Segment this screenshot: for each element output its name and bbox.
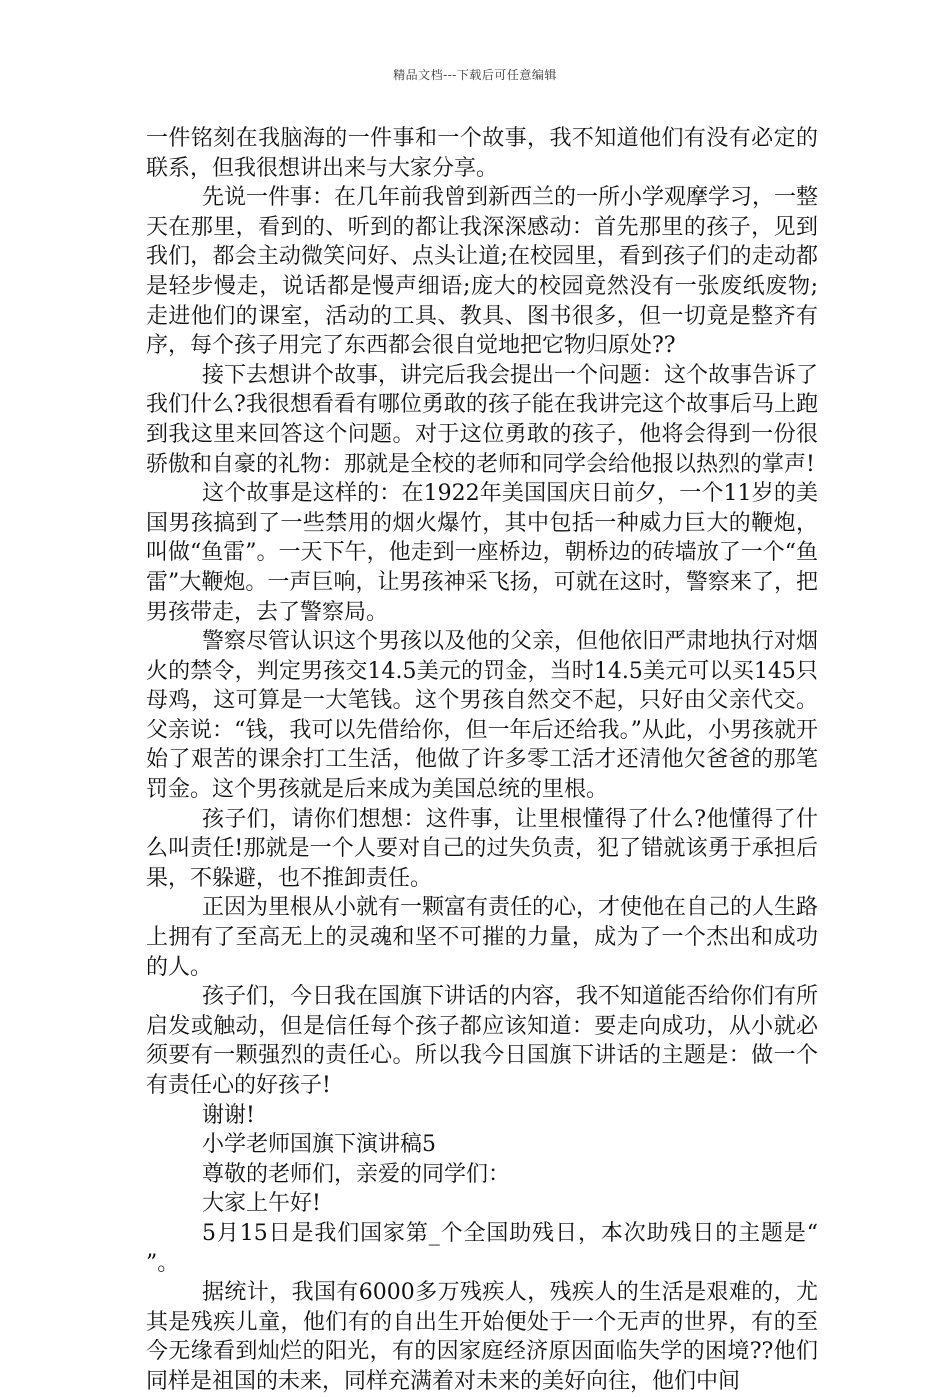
paragraph: 孩子们，今日我在国旗下讲话的内容，我不知道能否给你们有所启发或触动，但是信任每个孩子都应该知道：要走向成功，从小就必须要有一颗强烈的责任心。所以我今日国旗下讲话的主题是：做一个有责任心的好孩子! [146, 984, 819, 1098]
paragraph: 一件铭刻在我脑海的一件事和一个故事，我不知道他们有没有必定的联系，但我很想讲出来与大家分享。 [146, 126, 818, 181]
paragraph: 接下去想讲个故事，讲完后我会提出一个问题：这个故事告诉了我们什么?我很想看看有哪位勇敢的孩子能在我讲完这个故事后马上跑到我这里来回答这个问题。对于这位勇敢的孩子，他将会得到一份很骄傲和自豪的礼物：那就是全校的老师和同学会给他报以热烈的掌声! [146, 362, 819, 477]
paragraph: 正因为里根从小就有一颗富有责任的心，才使他在自己的人生路上拥有了至高无上的灵魂和坚不可摧的力量，成为了一个杰出和成功的人。 [146, 895, 819, 980]
paragraph: 大家上午好! [202, 1191, 321, 1217]
paragraph: 孩子们，请你们想想：这件事，让里根懂得了什么?他懂得了什么叫责任!那就是一个人要对自己的过失负责，犯了错就该勇于承担后果，不躲避，也不推卸责任。 [146, 806, 818, 891]
paragraph: 这个故事是这样的：在1922年美国国庆日前夕，一个11岁的美国男孩搞到了一些禁用的烟火爆竹，其中包括一种威力巨大的鞭炮，叫做“鱼雷”。一天下午，他走到一座桥边，朝桥边的砖墙放了一个“鱼雷”大鞭炮。一声巨响，让男孩神采飞扬，可就在这时，警察来了，把男孩带走，去了警察局。 [146, 481, 818, 625]
paragraph: 谢谢! [202, 1102, 255, 1128]
paragraph: 尊敬的老师们，亲爱的同学们： [202, 1161, 511, 1187]
paragraph: 警察尽管认识这个男孩以及他的父亲，但他依旧严肃地执行对烟火的禁令，判定男孩交14.5美元的罚金，当时14.5美元可以买145只母鸡，这可算是一大笔钱。这个男孩自然交不起，只好由父亲代交。父亲说：“钱，我可以先借给你，但一年后还给我。”从此，小男孩就开始了艰苦的课余打工生活，他做了许多零工活才还清他欠爸爸的那笔罚金。这个男孩就是后来成为美国总统的里根。 [146, 629, 819, 803]
paragraph: 5月15日是我们国家第_个全国助残日，本次助残日的主题是“ ”。 [146, 1220, 818, 1276]
paragraph: 据统计，我国有6000多万残疾人，残疾人的生活是艰难的，尤其是残疾儿童，他们有的自出生开始便处于一个无声的世界，有的至今无缘看到灿烂的阳光，有的因家庭经济原因面临失学的困境??他们同样是祖国的未来，同样充满着对未来的美好向往，他们中间 [146, 1280, 818, 1394]
paragraph: 先说一件事：在几年前我曾到新西兰的一所小学观摩学习，一整天在那里，看到的、听到的都让我深深感动：首先那里的孩子，见到我们，都会主动微笑问好、点头让道;在校园里，看到孩子们的走动都是轻步慢走，说话都是慢声细语;庞大的校园竟然没有一张废纸废物;走进他们的课室，活动的工具、教具、图书很多，但一切竟是整齐有序，每个孩子用完了东西都会很自觉地把它物归原处?? [146, 185, 819, 359]
page-header: 精品文档---下载后可任意编辑 [393, 68, 557, 82]
paragraph: 小学老师国旗下演讲稿5 [202, 1132, 436, 1158]
body-text [146, 124, 818, 1397]
